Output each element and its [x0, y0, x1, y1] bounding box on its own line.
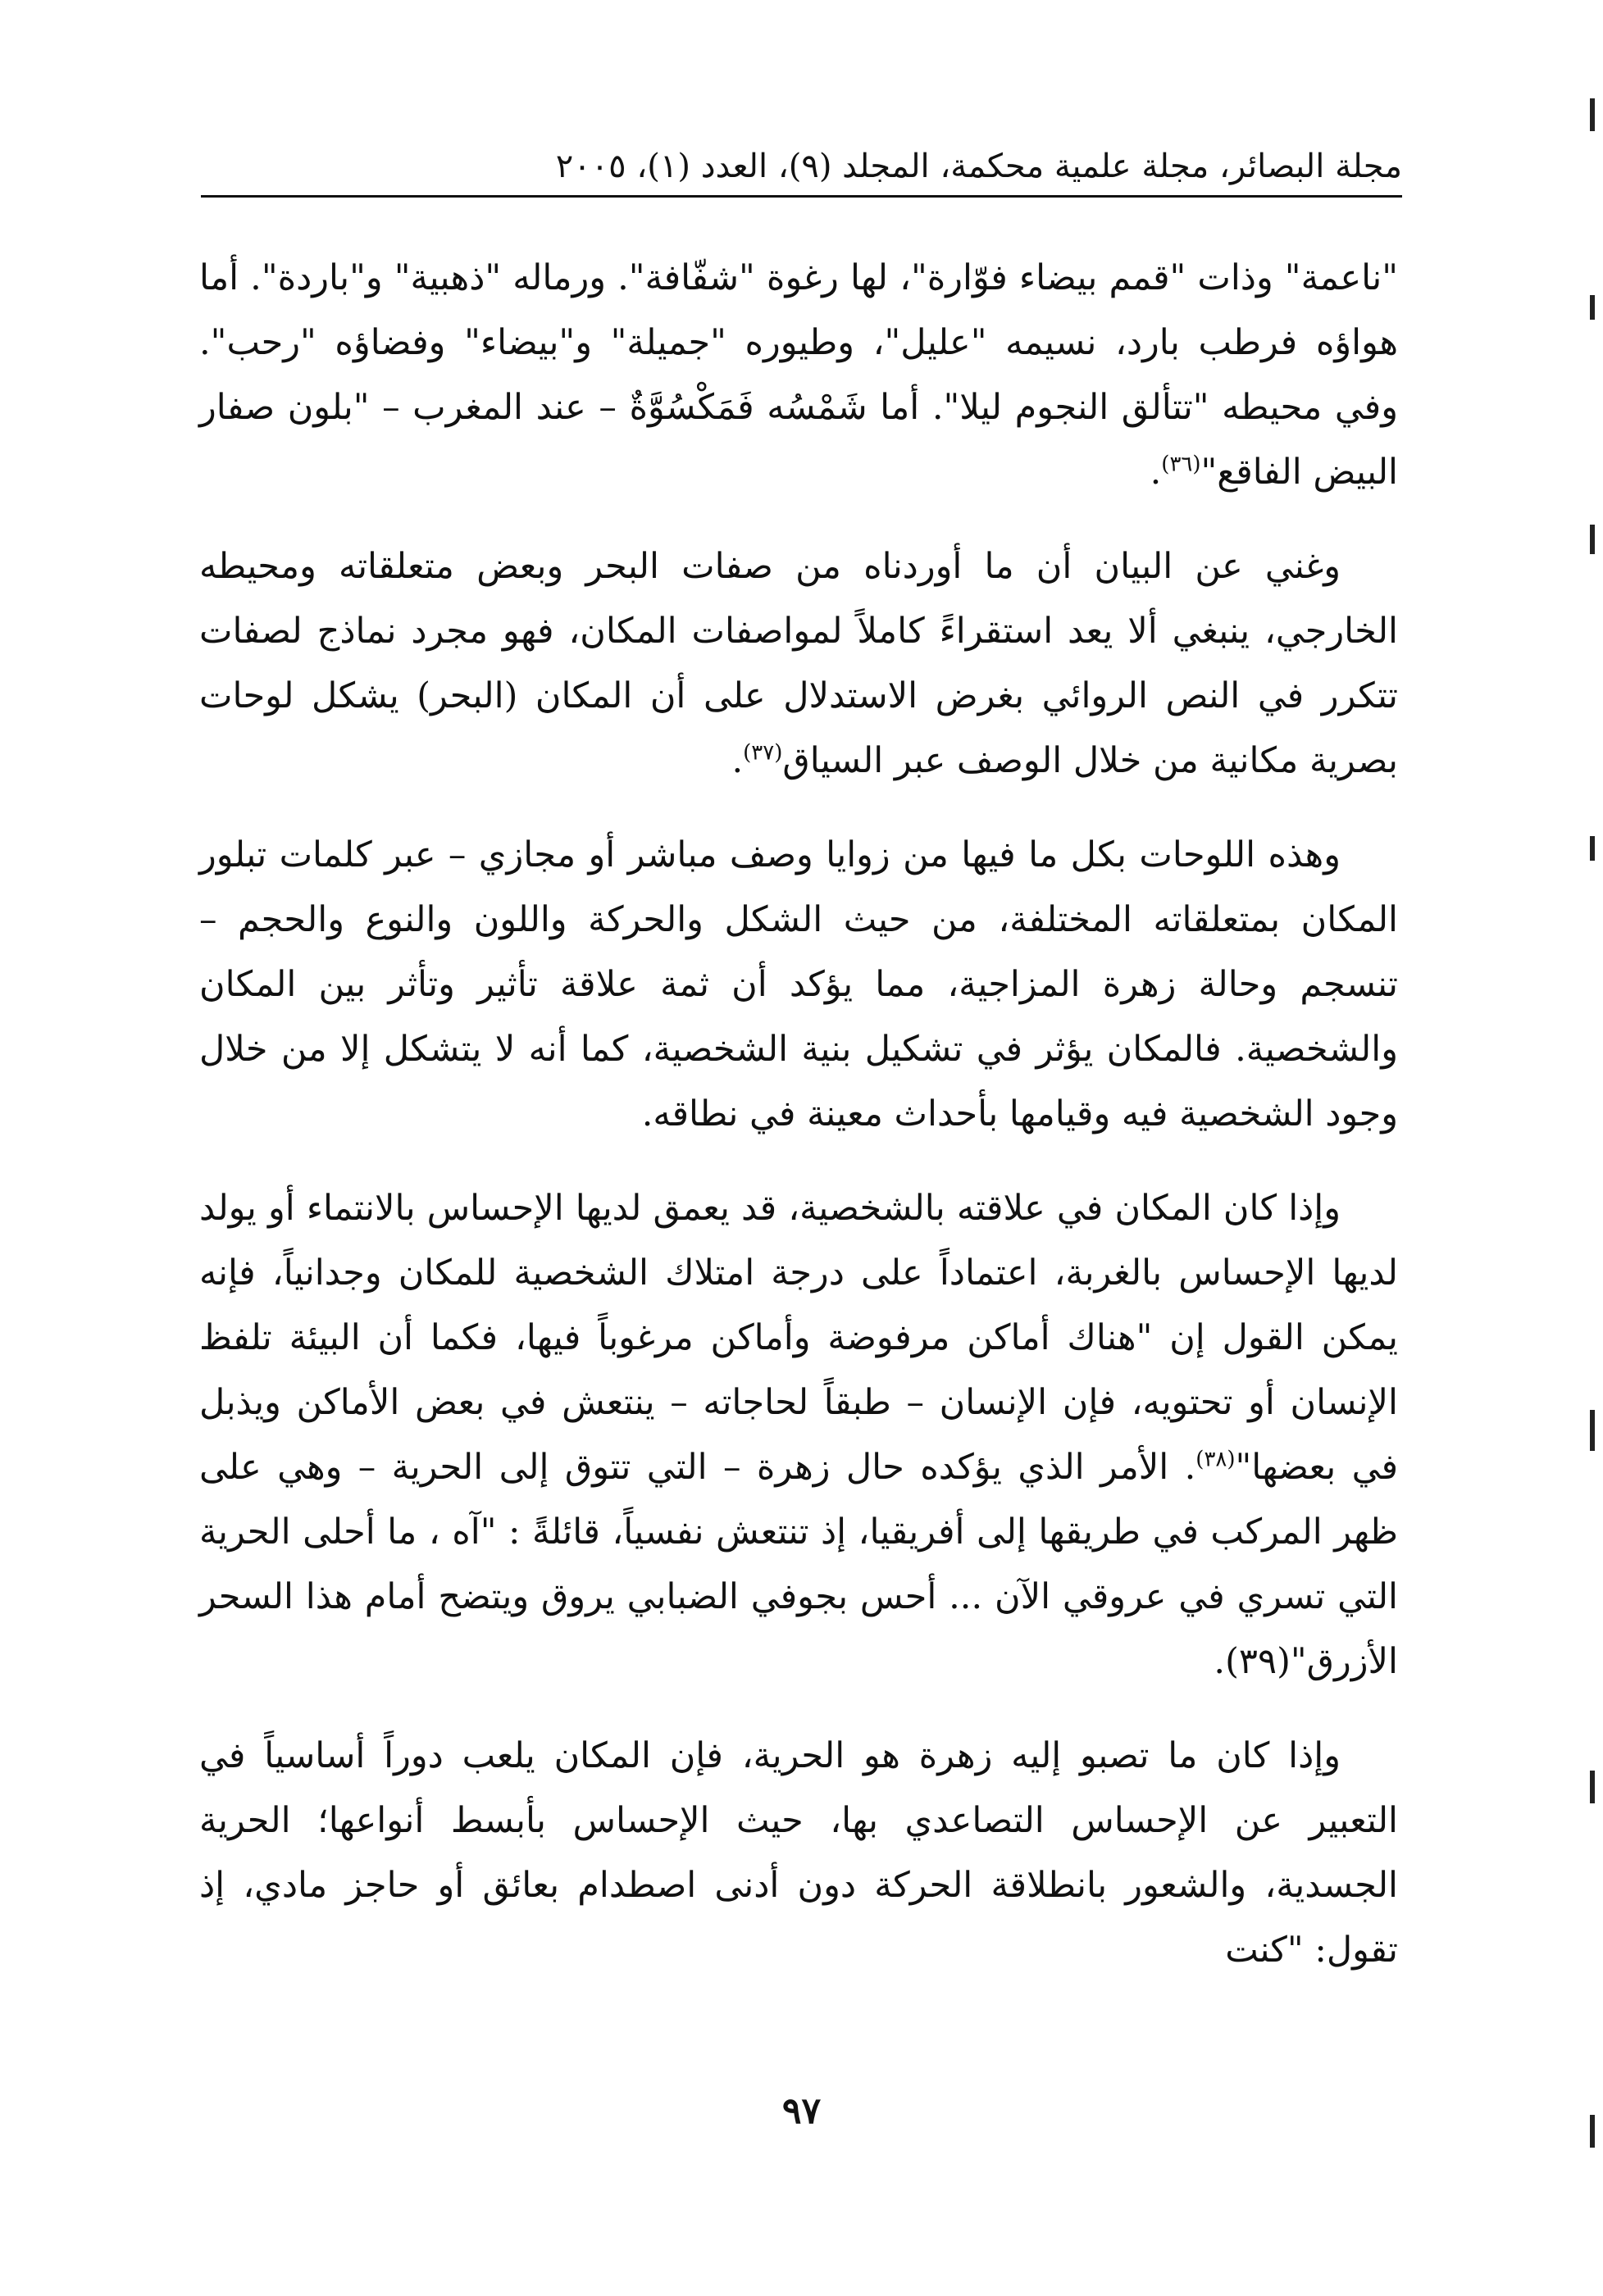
- paragraph-4: [199, 1176, 1398, 1694]
- paragraph-2: [199, 534, 1398, 793]
- running-header: مجلة البصائر، مجلة علمية محكمة، المجلد (٩)، العدد (١)، ٢٠٠٥: [555, 148, 1402, 185]
- paragraph-1-tail: .: [1150, 452, 1162, 493]
- paragraph-3: [199, 823, 1398, 1147]
- paragraph-2-text: وغني عن البيان أن ما أوردناه من صفات البحر وبعض متعلقاته ومحيطه الخارجي، ينبغي ألا يعد استقراءً كاملاً لمواصفات المكان، فهو مجرد نماذج لصفات تتكرر في النص الروائي بغرض الاستدلال على أن المكان (البحر) يشكل لوحات بصرية مكانية من خلال الوصف عبر السياق: [199, 546, 1398, 781]
- paragraph-1: [199, 246, 1398, 505]
- scan-edge-mark: [1590, 1410, 1595, 1451]
- footnote-ref-36: (٣٦): [1161, 452, 1201, 477]
- body-text: [199, 246, 1398, 2012]
- paragraph-2-tail: .: [731, 740, 744, 781]
- paragraph-4-text: وإذا كان المكان في علاقته بالشخصية، قد يعمق لديها الإحساس بالانتماء أو يولد لديها الإحساس بالغربة، اعتماداً على درجة امتلاك الشخصية للمكان وجدانياً، فإنه يمكن القول إن "هناك أماكن مرفوضة وأماكن مرغوباً فيها، فكما أن البيئة تلفظ الإنسان أو تحتويه، فإن الإنسان – طبقاً لحاجاته – ينتعش في بعض الأماكن ويذبل في بعضها": [199, 1188, 1399, 1488]
- paragraph-5-text: وإذا كان ما تصبو إليه زهرة هو الحرية، فإن المكان يلعب دوراً أساسياً في التعبير عن الإحساس التصاعدي بها، حيث الإحساس بأبسط أنواعها؛ الحرية الجسدية، والشعور بانطلاقة الحركة دون أدنى اصطدام بعائق أو حاجز مادي، إذ تقول: "كنت: [199, 1735, 1398, 1971]
- paragraph-3-text: وهذه اللوحات بكل ما فيها من زوايا وصف مباشر أو مجازي – عبر كلمات تبلور المكان بمتعلقاته المختلفة، من حيث الشكل والحركة واللون والنوع والحجم – تنسجم وحالة زهرة المزاجية، مما يؤكد أن ثمة علاقة تأثير وتأثر بين المكان والشخصية. فالمكان يؤثر في تشكيل بنية الشخصية، كما أنه لا يتشكل إلا من خلال وجود الشخصية فيه وقيامها بأحداث معينة في نطاقه.: [199, 834, 1398, 1134]
- page-number: ٩٧: [781, 2090, 822, 2132]
- scan-edge-mark: [1590, 836, 1595, 861]
- scan-edge-mark: [1590, 2115, 1595, 2148]
- paragraph-4-tail: . الأمر الذي يؤكده حال زهرة – التي تتوق إلى الحرية – وهي على ظهر المركب في طريقها إلى أفريقيا، إذ تنتعش نفسياً، قائلةً : "آه ، ما أحلى الحرية التي تسري في عروقي الآن ... أحس بجوفي الضبابي يروق ويتضح أمام هذا السحر الأزرق"(٣٩).: [199, 1447, 1398, 1682]
- header-rule: [201, 195, 1402, 198]
- scan-edge-mark: [1590, 525, 1595, 554]
- paragraph-1-text: "ناعمة" وذات "قمم بيضاء فوّارة"، لها رغوة "شفّافة". ورماله "ذهبية" و"باردة". أما هواؤه فرطب بارد، نسيمه "عليل"، وطيوره "جميلة" و"بيضاء" وفضاؤه "رحب". وفي محيطه "تتألق النجوم ليلا". أما شَمْسُه فَمَكْسُوَّةٌ – عند المغرب – "بلون صفار البيض الفاقع": [199, 257, 1398, 493]
- footnote-ref-38: (٣٨): [1195, 1447, 1236, 1472]
- scan-edge-mark: [1590, 98, 1595, 131]
- scan-edge-mark: [1590, 1771, 1595, 1803]
- scan-edge-mark: [1590, 295, 1595, 320]
- paragraph-5: [199, 1724, 1398, 1983]
- footnote-ref-37: (٣٧): [743, 740, 783, 766]
